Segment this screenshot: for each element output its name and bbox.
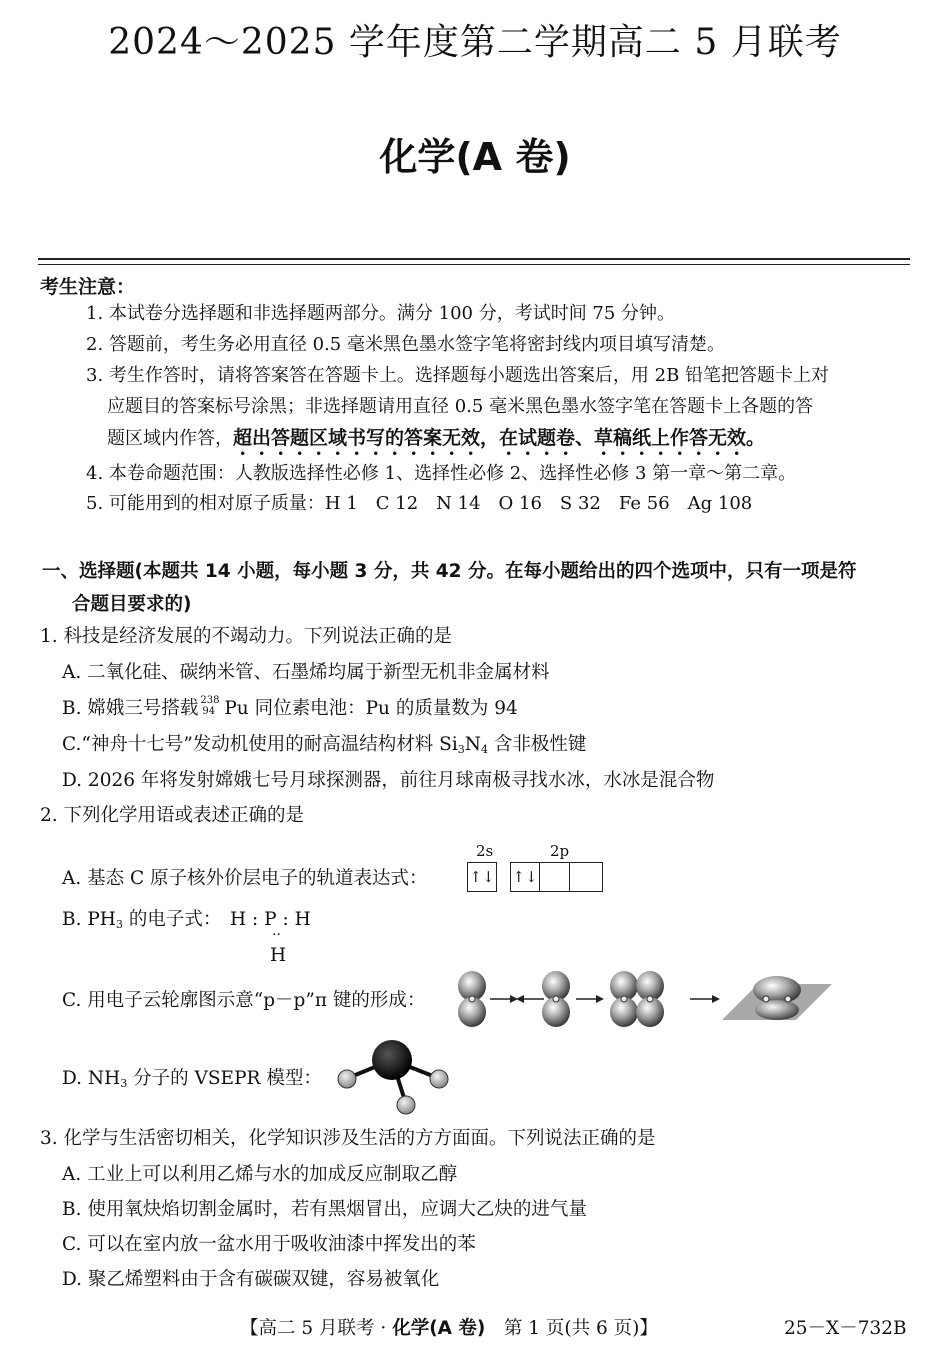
notice-item-2: 2. 答题前，考生务必用直径 0.5 毫米黑色墨水签字笔将密封线内项目填写清楚。 xyxy=(86,334,725,355)
orbital-label-2s: 2s xyxy=(476,842,494,860)
hydrogen-atom-1 xyxy=(338,1070,356,1088)
q1-stem: 1. 科技是经济发展的不竭动力。下列说法正确的是 xyxy=(40,626,453,647)
q3-option-c: C. 可以在室内放一盆水用于吸收油漆中挥发出的苯 xyxy=(62,1234,476,1255)
header-rule-thick xyxy=(38,258,910,260)
q1-option-c-n: N xyxy=(464,734,481,755)
vsepr-model-diagram xyxy=(334,1038,452,1118)
q1-option-b xyxy=(62,696,518,722)
notice-item-3-end xyxy=(107,426,765,460)
q1-option-b-pre: B. 嫦娥三号搭载 xyxy=(62,698,199,719)
notice-item-1: 1. 本试卷分选择题和非选择题两部分。满分 100 分，考试时间 75 分钟。 xyxy=(86,303,676,324)
hydrogen-atom-2 xyxy=(430,1070,448,1088)
notice-item-3: 3. 考生作答时，请将答案答在答题卡上。选择题每小题选出答案后，用 2B 铅笔把答题卡上对 xyxy=(86,365,830,386)
q2-stem: 2. 下列化学用语或表述正确的是 xyxy=(40,805,305,826)
footer-page: 第 1 页(共 6 页)】 xyxy=(485,1318,658,1339)
notice-emphasis: 超出答题区域书写的答案无效，在试题卷、草稿纸上作答无效。 xyxy=(233,427,766,449)
footer-code: 25－X－732B xyxy=(784,1318,907,1339)
pi-bond-cloud xyxy=(722,976,832,1020)
p-orbital-left xyxy=(458,971,486,1027)
q2-option-d-post: 分子的 VSEPR 模型： xyxy=(127,1068,322,1089)
footer-subject: 化学(A 卷) xyxy=(392,1318,486,1339)
arrow-right-1-icon xyxy=(490,995,518,1003)
q2-option-a: A. 基态 C 原子核外价层电子的轨道表达式： xyxy=(62,868,428,889)
section-heading-line2: 合题目要求的) xyxy=(72,594,192,615)
isotope-notation xyxy=(198,695,224,720)
q1-option-b-post: Pu 同位素电池：Pu 的质量数为 94 xyxy=(224,698,518,719)
exam-title: 2024～2025 学年度第二学期高二 5 月联考 xyxy=(108,22,842,63)
orbital-box-2p-1: ↑↓ xyxy=(510,862,540,892)
q1-option-a: A. 二氧化硅、碳纳米管、石墨烯均属于新型无机非金属材料 xyxy=(62,662,550,683)
exam-subtitle: 化学(A 卷) xyxy=(379,135,571,179)
footer-left: 【高二 5 月联考 · xyxy=(240,1318,393,1339)
q2-option-b-pre: B. PH xyxy=(62,909,116,930)
q3-stem: 3. 化学与生活密切相关，化学知识涉及生活的方方面面。下列说法正确的是 xyxy=(40,1128,656,1149)
arrow-left-icon xyxy=(516,995,544,1003)
isotope-mass: 238 xyxy=(200,695,220,706)
q2-option-c: C. 用电子云轮廓图示意“p－p”π 键的形成： xyxy=(62,990,426,1011)
arrow-right-3-icon xyxy=(690,995,720,1003)
hydrogen-atom-3 xyxy=(397,1096,415,1114)
q1-option-c xyxy=(62,732,586,763)
ph3-subscript: 3 xyxy=(115,918,123,931)
q2-option-b-mid: 的电子式： xyxy=(122,909,222,930)
notice-item-3-end-text: 题区域内作答， xyxy=(107,428,233,449)
header-rule-thin xyxy=(38,264,910,265)
p-orbital-right xyxy=(542,971,570,1027)
orbital-box-2s: ↑↓ xyxy=(467,862,497,892)
q3-option-b: B. 使用氧炔焰切割金属时，若有黑烟冒出，应调大乙炔的进气量 xyxy=(62,1199,587,1220)
orbital-2p xyxy=(510,862,603,892)
q2-option-b xyxy=(62,907,221,938)
section-heading-line1: 一、选择题(本题共 14 小题，每小题 3 分，共 42 分。在每小题给出的四个选项中，只有一项是符 xyxy=(42,561,857,582)
pi-bond-diagram xyxy=(452,968,834,1030)
nh3-subscript: 3 xyxy=(120,1077,128,1090)
orbital-label-2p: 2p xyxy=(550,842,570,860)
electron-pair-dots: ·· xyxy=(272,927,281,943)
q1-option-c-pre: C.“神舟十七号”发动机使用的耐高温结构材料 Si xyxy=(62,734,458,755)
q3-option-a: A. 工业上可以利用乙烯与水的加成反应制取乙醇 xyxy=(62,1164,458,1185)
notice-item-5: 5. 可能用到的相对原子质量：H 1 C 12 N 14 O 16 S 32 Fe 56 Ag 108 xyxy=(86,493,753,514)
q2-option-d xyxy=(62,1066,322,1097)
arrow-right-2-icon xyxy=(576,995,604,1003)
isotope-z: 94 xyxy=(202,706,216,717)
q2-option-d-pre: D. NH xyxy=(62,1068,121,1089)
orbital-2s xyxy=(467,862,497,892)
nitrogen-atom xyxy=(372,1040,412,1080)
electron-formula-h: H xyxy=(270,945,287,966)
orbital-box-2p-3 xyxy=(570,862,603,892)
notice-heading: 考生注意： xyxy=(40,276,136,298)
q1-option-c-post: 含非极性键 xyxy=(487,734,587,755)
footer-page-info xyxy=(240,1314,658,1340)
notice-item-3-cont: 应题目的答案标号涂黑；非选择题请用直径 0.5 毫米黑色墨水签字笔在答题卡上各题的答 xyxy=(107,396,814,417)
si-subscript: 3 xyxy=(457,743,465,756)
q1-option-d: D. 2026 年将发射嫦娥七号月球探测器，前往月球南极寻找水冰，水冰是混合物 xyxy=(62,770,715,791)
notice-item-4: 4. 本卷命题范围：人教版选择性必修 1、选择性必修 2、选择性必修 3 第一章～第二章。 xyxy=(86,463,797,484)
p-orbitals-overlap xyxy=(610,971,664,1027)
orbital-box-2p-2 xyxy=(540,862,570,892)
electron-formula: H : P : H xyxy=(230,909,311,930)
q3-option-d: D. 聚乙烯塑料由于含有碳碳双键，容易被氧化 xyxy=(62,1269,440,1290)
n-subscript: 4 xyxy=(480,743,488,756)
